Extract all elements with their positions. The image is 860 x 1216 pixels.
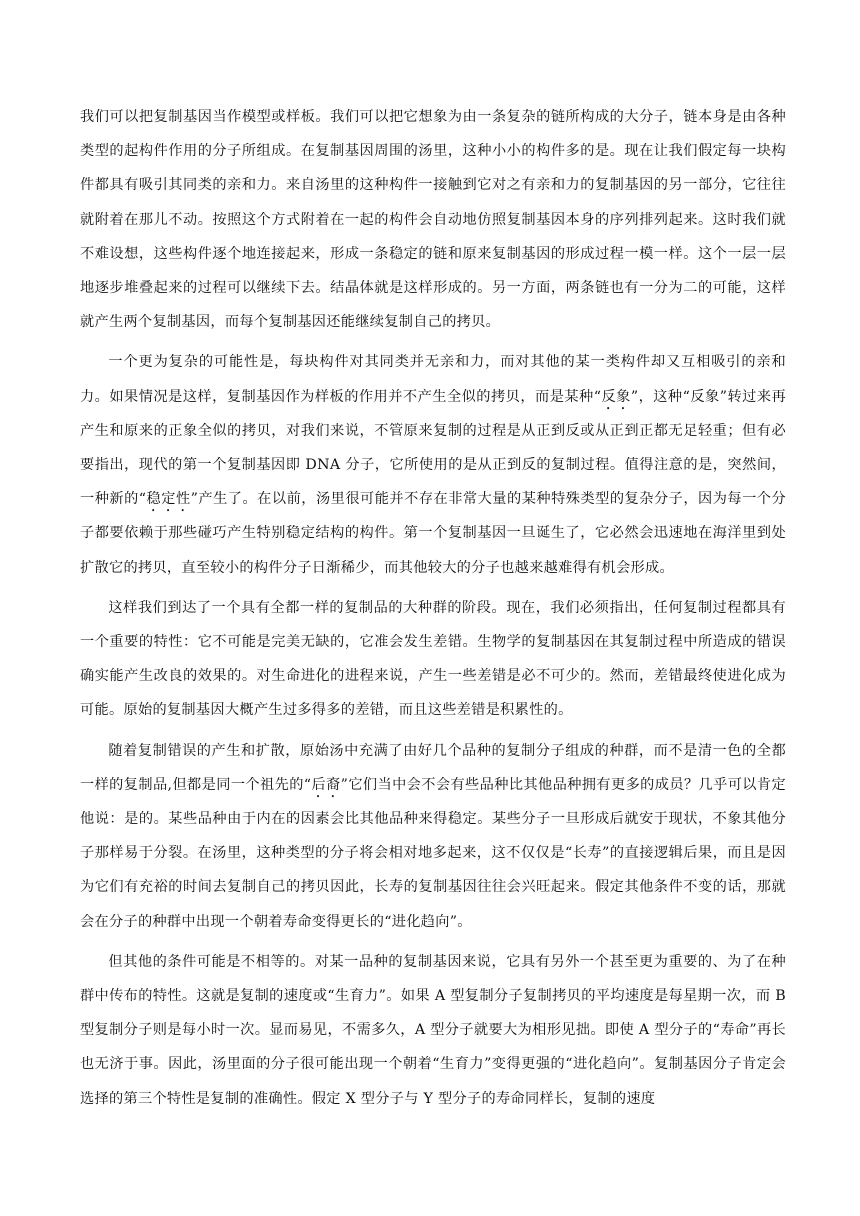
paragraph-4-part-2: ”它们当中会不会有些品种比其他品种拥有更多的成员？几乎可以肯定他说：是的。某些品种由于内在的因素会比其他品种来得稳定。某些分子一旦形成后就安于现状，不象其他分子那样易于分裂。在汤里，这种类型的分子将会相对地多起来，这不仅仅是“长寿”的直接逻辑后果，而且是因为它们有充裕的时间去复制自己的拷贝因此，长寿的复制基因往往会兴旺起来。假定其他条件不变的话，那就会在分子的种群中出现一个朝着寿命变得更长的“进化趋向”。: [80, 776, 786, 930]
document-body: [80, 100, 786, 1122]
paragraph-4-part-1: 随着复制错误的产生和扩散，原始汤中充满了由好几个品种的复制分子组成的种群，而不是清一色的全都一样的复制品,但都是同一个祖先的“: [80, 742, 786, 793]
emphasis-wendingxing: 稳定性: [146, 491, 191, 508]
emphasis-houyi: 后裔: [311, 776, 341, 793]
emphasis-fanxiang: 反象: [601, 388, 631, 405]
paragraph-2-part-3: ”产生了。在以前，汤里很可能并不存在非常大量的某种特殊类型的复杂分子，因为每一个分子都要依赖于那些碰巧产生特别稳定结构的构件。第一个复制基因一旦诞生了，它必然会迅速地在海洋里到处扩散它的拷贝，直至较小的构件分子日渐稀少，而其他较大的分子也越来越难得有机会形成。: [80, 491, 786, 576]
paragraph-2: [80, 345, 786, 584]
paragraph-3: 这样我们到达了一个具有全都一样的复制品的大种群的阶段。现在，我们必须指出，任何复制过程都具有一个重要的特性：它不可能是完美无缺的，它准会发生差错。生物学的复制基因在其复制过程中所造成的错误确实能产生改良的效果的。对生命进化的进程来说，产生一些差错是必不可少的。然而，差错最终使进化成为可能。原始的复制基因大概产生过多得多的差错，而且这些差错是积累性的。: [80, 599, 786, 719]
paragraph-4: [80, 734, 786, 939]
paragraph-1: 我们可以把复制基因当作模型或样板。我们可以把它想象为由一条复杂的链所构成的大分子，链本身是由各种类型的起构件作用的分子所组成。在复制基因周围的汤里，这种小小的构件多的是。现在让我们假定每一块构件都具有吸引其同类的亲和力。来自汤里的这种构件一接触到它对之有亲和力的复制基因的另一部分，它往往就附着在那儿不动。按照这个方式附着在一起的构件会自动地仿照复制基因本身的序列排列起来。这时我们就不难设想，这些构件逐个地连接起来，形成一条稳定的链和原来复制基因的形成过程一模一样。这个一层一层地逐步堆叠起来的过程可以继续下去。结晶体就是这样形成的。另一方面，两条链也有一分为二的可能，这样就产生两个复制基因，而每个复制基因还能继续复制自己的拷贝。: [80, 109, 786, 331]
paragraph-2-part-2: ”，这种“反象”转过来再产生和原来的正象全似的拷贝，对我们来说，不管原来复制的过程是从正到反或从正到正都无足轻重；但有必要指出，现代的第一个复制基因即 DNA 分子，它所使用的是从正到反的复制过程。值得注意的是，突然间，一种新的“: [80, 388, 786, 508]
paragraph-2-part-1: 一个更为复杂的可能性是，每块构件对其同类并无亲和力，而对其他的某一类构件却又互相吸引的亲和力。如果情况是这样，复制基因作为样板的作用并不产生全似的拷贝，而是某种“: [80, 354, 786, 405]
paragraph-5: 但其他的条件可能是不相等的。对某一品种的复制基因来说，它具有另外一个甚至更为重要的、为了在种群中传布的特性。这就是复制的速度或“生育力”。如果 A 型复制分子复制拷贝的平均速度是每星期一次，而 B 型复制分子则是每小时一次。显而易见，不需多久，A 型分子就要大为相形见拙。即使 A 型分子的“寿命”再长也无济于事。因此，汤里面的分子很可能出现一个朝着“生育力”变得更强的“进化趋向”。复制基因分子肯定会选择的第三个特性是复制的准确性。假定 X 型分子与 Y 型分子的寿命同样长，复制的速度: [80, 953, 786, 1107]
